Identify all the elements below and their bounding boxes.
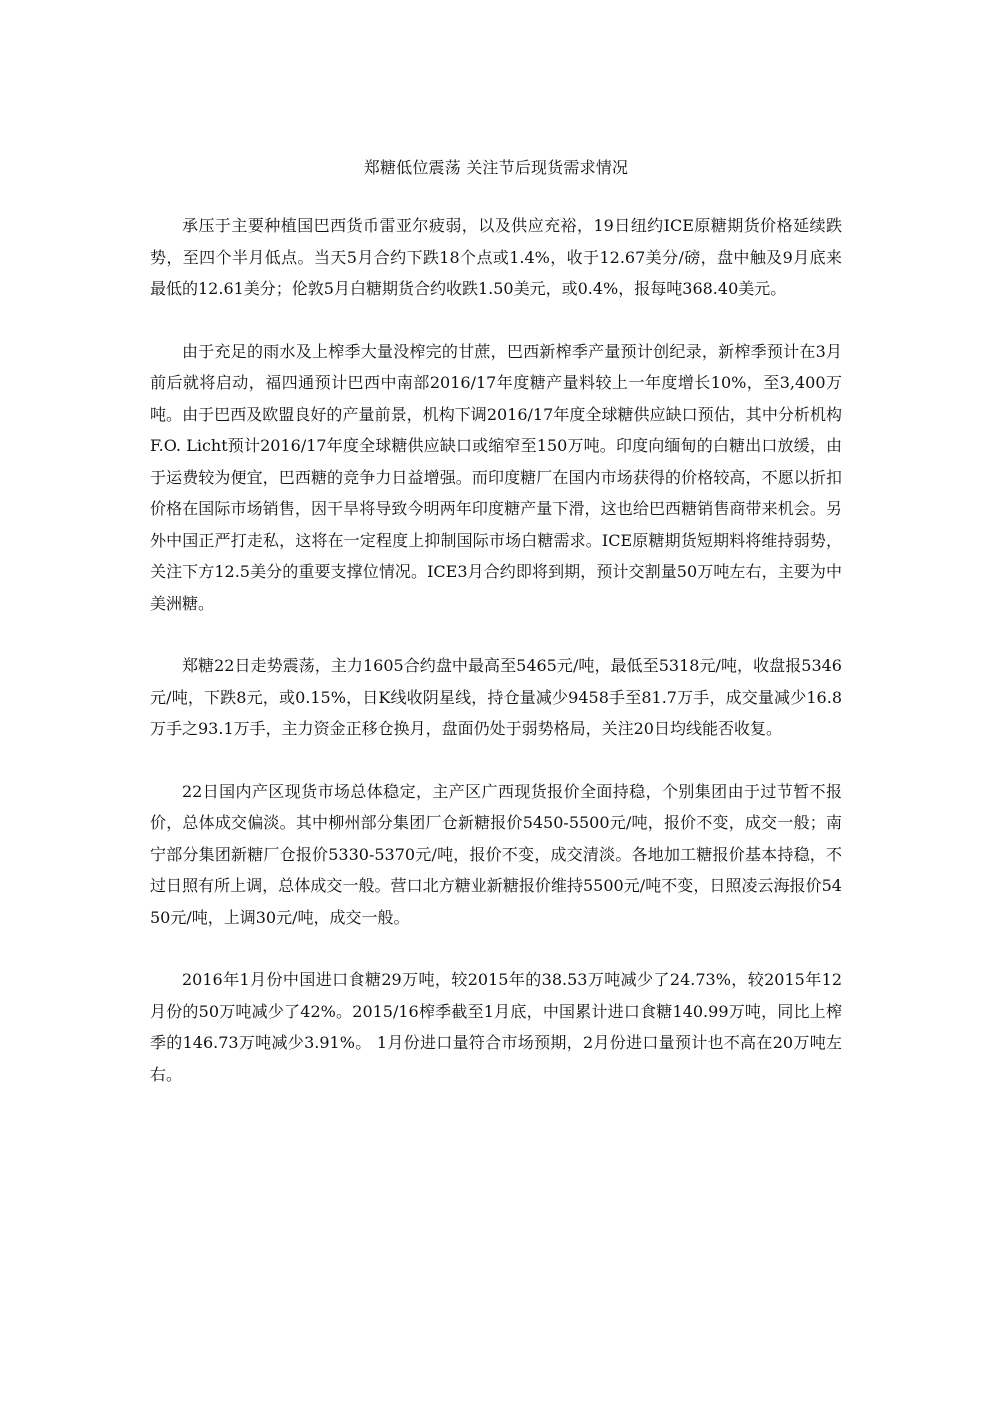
- paragraph-ice-raw-sugar: 承压于主要种植国巴西货币雷亚尔疲弱，以及供应充裕，19日纽约ICE原糖期货价格延续跌势，至四个半月低点。当天5月合约下跌18个点或1.4%，收于12.67美分/磅，盘中触及9月底来最低的12.61美分；伦敦5月白糖期货合约收跌1.50美元，或0.4%，报每吨368.40美元。: [150, 216, 842, 298]
- paragraph-domestic-spot-market: 22日国内产区现货市场总体稳定，主产区广西现货报价全面持稳，个别集团由于过节暂不报价，总体成交偏淡。其中柳州部分集团厂仓新糖报价5450-5500元/吨，报价不变，成交一般；南宁部分集团新糖厂仓报价5330-5370元/吨，报价不变，成交清淡。各地加工糖报价基本持稳，不过日照有所上调，总体成交一般。营口北方糖业新糖报价维持5500元/吨不变，日照凌云海报价5450元/吨，上调30元/吨，成交一般。: [150, 781, 842, 927]
- paragraph-brazil-supply: 由于充足的雨水及上榨季大量没榨完的甘蔗，巴西新榨季产量预计创纪录，新榨季预计在3月前后就将启动，福四通预计巴西中南部2016/17年度糖产量料较上一年度增长10%，至3,400万吨。由于巴西及欧盟良好的产量前景，机构下调2016/17年度全球糖供应缺口预估，其中分析机构F.O. Licht预计2016/17年度全球糖供应缺口或缩窄至150万吨。印度向缅甸的白糖出口放缓，由于运费较为便宜，巴西糖的竞争力日益增强。而印度糖厂在国内市场获得的价格较高，不愿以折扣价格在国际市场销售，因干旱将导致今明两年印度糖产量下滑，这也给巴西糖销售商带来机会。另外中国正严打走私，这将在一定程度上抑制国际市场白糖需求。ICE原糖期货短期料将维持弱势，关注下方12.5美分的重要支撑位情况。ICE3月合约即将到期，预计交割量50万吨左右，主要为中美洲糖。: [150, 341, 842, 613]
- document-title: 郑糖低位震荡 关注节后现货需求情况: [363, 158, 629, 177]
- document-page: [150, 150, 842, 1121]
- paragraph-import-volume: 2016年1月份中国进口食糖29万吨，较2015年的38.53万吨减少了24.73%，较2015年12月份的50万吨减少了42%。2015/16榨季截至1月底，中国累计进口食糖140.99万吨，同比上榨季的146.73万吨减少3.91%。 1月份进口量符合市场预期，2月份进口量预计也不高在20万吨左右。: [150, 970, 842, 1084]
- paragraph-zhengzhou-futures: 郑糖22日走势震荡，主力1605合约盘中最高至5465元/吨，最低至5318元/吨，收盘报5346元/吨，下跌8元，或0.15%，日K线收阴星线，持仓量减少9458手至81.7万手，成交量减少16.8万手之93.1万手，主力资金正移仓换月，盘面仍处于弱势格局，关注20日均线能否收复。: [150, 656, 842, 738]
